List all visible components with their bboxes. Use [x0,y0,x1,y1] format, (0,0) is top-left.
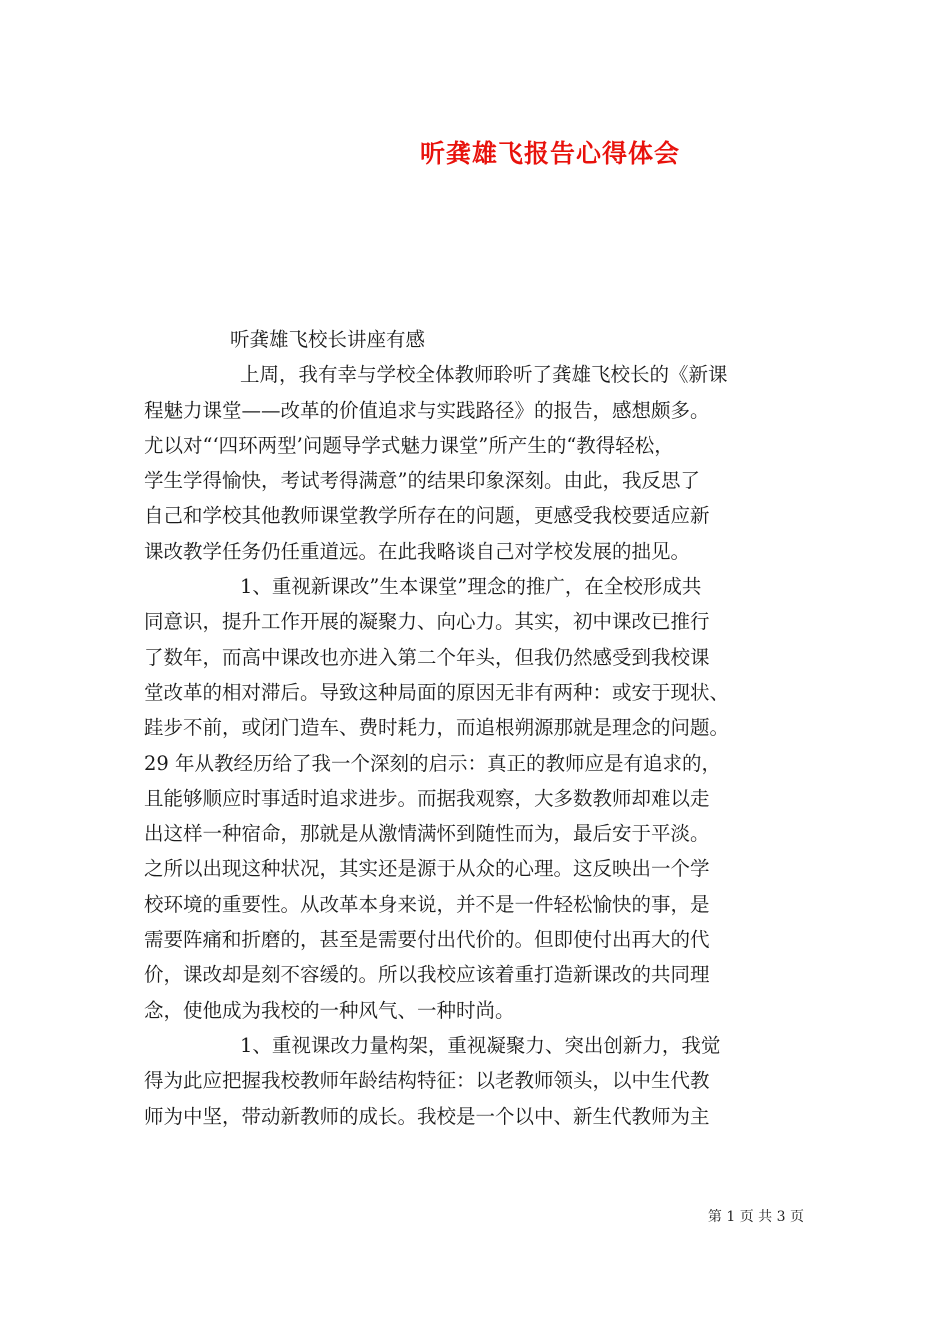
paragraph-line: 师为中坚，带动新教师的成长。我校是一个以中、新生代教师为主 [144,1104,710,1128]
document-subtitle: 听龚雄飞校长讲座有感 [230,328,426,351]
paragraph-line: 29 年从教经历给了我一个深刻的启示：真正的教师应是有追求的， [144,751,722,775]
paragraph-line: 尤以对“‘四环两型’问题导学式魅力课堂”所产生的“教得轻松， [144,433,674,457]
document-title: 听龚雄飞报告心得体会 [419,139,680,168]
paragraph-line: 念，使他成为我校的一种风气、一种时尚。 [144,998,515,1022]
paragraph-line: 价，课改却是刻不容缓的。所以我校应该着重打造新课改的共同理 [144,963,710,987]
paragraph-line: 1、重视课改力量构架，重视凝聚力、突出创新力，我觉 [240,1033,721,1057]
document-body [144,322,804,1134]
paragraph-line: 学生学得愉快，考试考得满意”的结果印象深刻。由此，我反思了 [144,469,700,493]
page-number-footer: 第 1 页 共 3 页 [707,1209,804,1225]
paragraph-line: 程魅力课堂——改革的价值追求与实践路径》的报告，感想颇多。 [144,398,710,422]
paragraph-line: 堂改革的相对滞后。导致这种局面的原因无非有两种：或安于现状、 [144,680,730,704]
paragraph-line: 上周，我有幸与学校全体教师聆听了龚雄飞校长的《新课 [240,363,728,387]
paragraph-line: 之所以出现这种状况，其实还是源于从众的心理。这反映出一个学 [144,857,710,881]
paragraph-line: 且能够顺应时事适时追求进步。而据我观察，大多数教师却难以走 [144,786,710,810]
paragraph-line: 出这样一种宿命，那就是从激情满怀到随性而为，最后安于平淡。 [144,822,710,846]
paragraph-line: 1、重视新课改”生本课堂”理念的推广，在全校形成共 [240,575,702,599]
paragraph-line: 自己和学校其他教师课堂教学所存在的问题，更感受我校要适应新 [144,504,710,528]
paragraph-line: 得为此应把握我校教师年龄结构特征：以老教师领头，以中生代教 [144,1069,710,1093]
paragraph-line: 校环境的重要性。从改革本身来说，并不是一件轻松愉快的事，是 [144,892,710,916]
paragraph-line: 课改教学任务仍任重道远。在此我略谈自己对学校发展的拙见。 [144,539,691,563]
paragraph-line: 了数年，而高中课改也亦进入第二个年头，但我仍然感受到我校课 [144,645,710,669]
paragraph-line: 需要阵痛和折磨的，甚至是需要付出代价的。但即使付出再大的代 [144,928,710,952]
paragraph-line: 同意识，提升工作开展的凝聚力、向心力。其实，初中课改已推行 [144,610,710,634]
paragraph-line: 跬步不前，或闭门造车、费时耗力，而追根朔源那就是理念的问题。 [144,716,730,740]
